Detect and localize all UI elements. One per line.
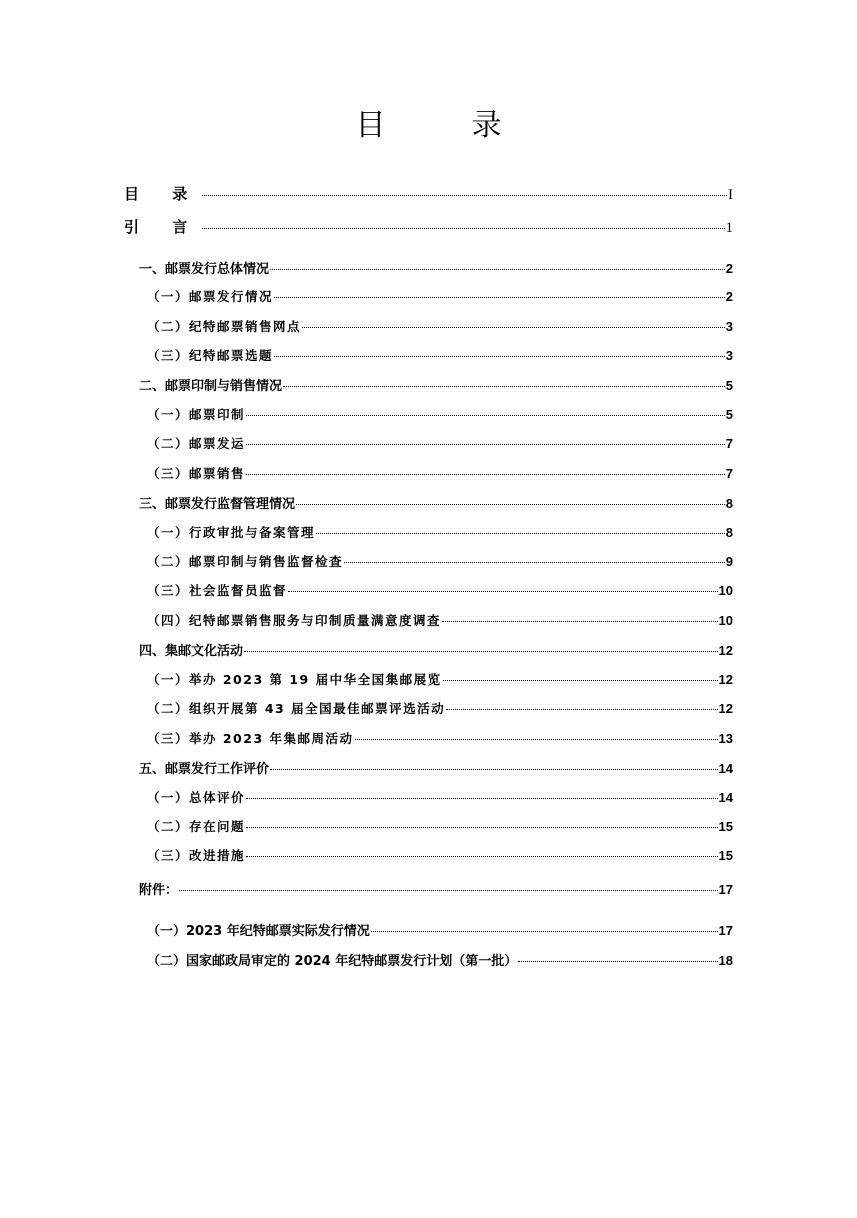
toc-section[interactable] — [147, 464, 733, 482]
toc-entry-label: 二、邮票印制与销售情况 — [139, 379, 283, 394]
toc-entry-label: （一）邮票印制 — [147, 407, 246, 422]
toc-section[interactable] — [147, 699, 733, 717]
toc-entry-page: 5 — [725, 378, 733, 393]
dot-leader — [270, 269, 725, 270]
toc-entry-page: 17 — [718, 923, 733, 938]
toc-entry-page: 13 — [718, 731, 733, 746]
dot-leader — [302, 327, 725, 328]
dot-leader — [179, 890, 718, 891]
toc-entry-label: 引 言 — [124, 218, 202, 236]
toc-chapter[interactable] — [139, 758, 733, 777]
dot-leader — [202, 228, 724, 229]
toc-entry-page: 8 — [725, 525, 733, 540]
toc-entry-label: （四）纪特邮票销售服务与印制质量满意度调查 — [147, 613, 442, 628]
toc-entry-page: 7 — [725, 466, 733, 481]
toc-entry-page: 8 — [725, 496, 733, 511]
toc-section[interactable] — [147, 405, 733, 423]
dot-leader — [274, 297, 725, 298]
toc-entry-page: 12 — [718, 701, 733, 716]
toc-entry-label: （三）邮票销售 — [147, 466, 246, 481]
dot-leader — [246, 444, 725, 445]
toc-entry-page: 17 — [718, 882, 733, 897]
toc-entry-page: 15 — [718, 848, 733, 863]
dot-leader — [246, 856, 718, 857]
toc-entry-label: 四、集邮文化活动 — [139, 644, 244, 659]
toc-section[interactable] — [147, 611, 733, 629]
toc-entry-label: （三）社会监督员监督 — [147, 583, 288, 598]
toc-appendix-item[interactable] — [147, 950, 733, 969]
toc-entry-page: 3 — [725, 319, 733, 334]
toc-chapter[interactable] — [139, 640, 733, 659]
toc-chapter[interactable] — [139, 375, 733, 394]
toc-entry-page: 18 — [718, 953, 733, 968]
toc-section[interactable] — [147, 434, 733, 452]
toc-entry-label: （三）改进措施 — [147, 848, 246, 863]
toc-entry-label: 三、邮票发行监督管理情况 — [139, 497, 296, 512]
toc-appendix[interactable] — [139, 879, 733, 898]
dot-leader — [442, 621, 718, 622]
toc-entry-page: 3 — [725, 348, 733, 363]
toc-section[interactable] — [147, 670, 733, 688]
toc-entry-page: 12 — [718, 643, 733, 658]
toc-entry-label: （一）2023 年纪特邮票实际发行情况 — [147, 924, 370, 939]
toc-entry-page: 10 — [718, 583, 733, 598]
dot-leader — [288, 591, 718, 592]
toc-entry-label: （二）组织开展第 43 届全国最佳邮票评选活动 — [147, 701, 446, 716]
toc-entry-yinyan[interactable] — [124, 216, 733, 237]
dot-leader — [274, 356, 725, 357]
page-title: 目 录 — [355, 108, 530, 143]
toc-entry-label: （二）邮票发运 — [147, 436, 246, 451]
toc-entry-label: （一）行政审批与备案管理 — [147, 525, 316, 540]
toc-entry-label: （二）邮票印制与销售监督检查 — [147, 554, 344, 569]
toc-section[interactable] — [147, 788, 733, 806]
toc-section[interactable] — [147, 523, 733, 541]
toc-entry-page: 7 — [725, 436, 733, 451]
toc-entry-label: （一）总体评价 — [147, 790, 246, 805]
toc-entry-label: （二）纪特邮票销售网点 — [147, 319, 302, 334]
dot-leader — [443, 680, 718, 681]
toc-section[interactable] — [147, 346, 733, 364]
dot-leader — [246, 415, 725, 416]
toc-entry-label: （三）举办 2023 年集邮周活动 — [147, 731, 354, 746]
toc-entry-page: 10 — [718, 613, 733, 628]
dot-leader — [355, 739, 718, 740]
dot-leader — [270, 769, 718, 770]
toc-section[interactable] — [147, 729, 733, 747]
toc-chapter[interactable] — [139, 258, 733, 277]
toc-entry-page: 9 — [725, 554, 733, 569]
dot-leader — [446, 709, 717, 710]
toc-entry-page: 2 — [725, 289, 733, 304]
toc-appendix-item[interactable] — [147, 920, 733, 939]
toc-section[interactable] — [147, 287, 733, 305]
dot-leader — [316, 533, 725, 534]
toc-entry-page: 5 — [725, 407, 733, 422]
toc-entry-label: （一）举办 2023 第 19 届中华全国集邮展览 — [147, 672, 442, 687]
toc-section[interactable] — [147, 552, 733, 570]
toc-entry-page: I — [728, 187, 733, 203]
dot-leader — [246, 798, 718, 799]
dot-leader — [344, 562, 725, 563]
toc-entry-page: 14 — [718, 761, 733, 776]
toc-entry-page: 12 — [718, 672, 733, 687]
toc-entry-label: （三）纪特邮票选题 — [147, 348, 274, 363]
toc-entry-label: （一）邮票发行情况 — [147, 289, 274, 304]
toc-entry-page: 2 — [725, 261, 733, 276]
toc-entry-page: 15 — [718, 819, 733, 834]
toc-section[interactable] — [147, 846, 733, 864]
dot-leader — [371, 931, 718, 932]
toc-section[interactable] — [147, 817, 733, 835]
dot-leader — [246, 827, 718, 828]
dot-leader — [296, 504, 725, 505]
dot-leader — [202, 195, 727, 196]
toc-section[interactable] — [147, 581, 733, 599]
toc-chapter[interactable] — [139, 493, 733, 512]
toc-entry-label: 五、邮票发行工作评价 — [139, 762, 270, 777]
toc-entry-mulu[interactable] — [124, 183, 733, 204]
toc-entry-label: 目 录 — [124, 185, 202, 203]
dot-leader — [283, 386, 725, 387]
dot-leader — [246, 474, 725, 475]
toc-entry-label: 一、邮票发行总体情况 — [139, 262, 270, 277]
toc-entry-label: （二）存在问题 — [147, 819, 246, 834]
toc-entry-page: 1 — [725, 220, 733, 236]
toc-entry-label: （二）国家邮政局审定的 2024 年纪特邮票发行计划（第一批） — [147, 954, 518, 969]
toc-entry-label: 附件： — [139, 883, 179, 898]
toc-entry-page: 14 — [718, 790, 733, 805]
dot-leader — [244, 651, 718, 652]
dot-leader — [518, 961, 717, 962]
toc-section[interactable] — [147, 317, 733, 335]
